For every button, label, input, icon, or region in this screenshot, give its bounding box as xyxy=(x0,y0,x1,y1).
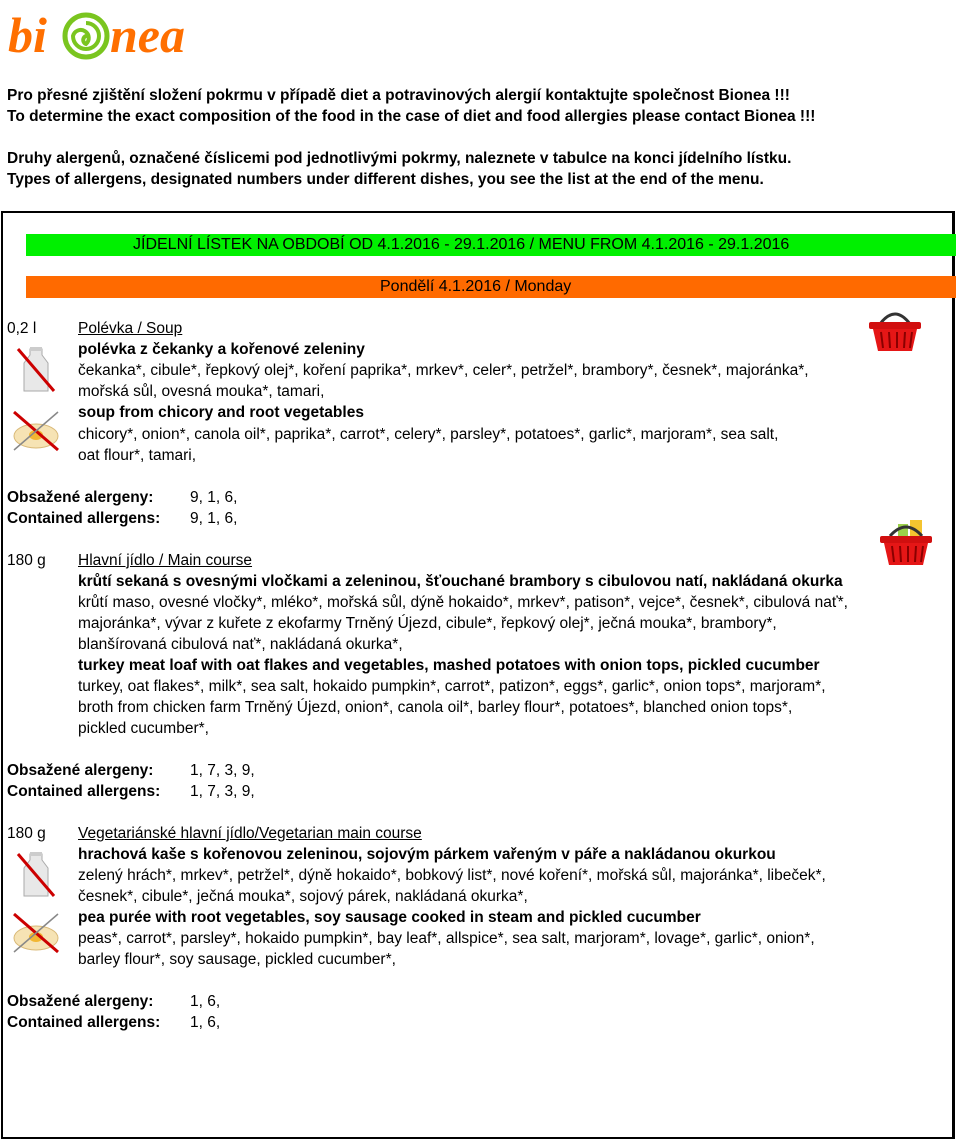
dish-ingredients-en: oat flour*, tamari, xyxy=(78,447,197,464)
dish-category: Vegetariánské hlavní jídlo/Vegetarian main course xyxy=(78,825,422,842)
no-egg-icon xyxy=(10,910,62,956)
dish-ingredients-cz: čekanka*, cibule*, řepkový olej*, koření paprika*, mrkev*, celer*, petržel*, brambory*, česnek*, majoránka*, xyxy=(78,362,809,379)
dish-ingredients-en: peas*, carrot*, parsley*, hokaido pumpkin*, bay leaf*, allspice*, sea salt, marjoram*, lovage*, garlic*, onion*, xyxy=(78,930,815,947)
dish-name-en: soup from chicory and root vegetables xyxy=(78,404,364,421)
day-bar xyxy=(26,276,956,298)
dish-name-en: turkey meat loaf with oat flakes and vegetables, mashed potatoes with onion tops, pickled cucumber xyxy=(78,657,820,674)
dish-quantity: 180 g xyxy=(7,552,46,569)
allergens-label-cz: Obsažené alergeny: xyxy=(7,762,154,779)
dish-name-en: pea purée with root vegetables, soy sausage cooked in steam and pickled cucumber xyxy=(78,909,701,926)
allergens-value: 1, 6, xyxy=(190,1014,221,1031)
svg-text:nea: nea xyxy=(110,7,185,63)
dish-category: Polévka / Soup xyxy=(78,320,183,337)
dish-ingredients-cz: zelený hrách*, mrkev*, petržel*, dýně hokaido*, bobkový list*, nové koření*, mořská sůl, majoránka*, libeček*, xyxy=(78,867,826,884)
bionea-logo-icon xyxy=(6,4,216,64)
allergens-label-en: Contained allergens: xyxy=(7,510,161,527)
no-milk-icon xyxy=(14,345,58,395)
dish-ingredients-cz: blanšírovaná cibulová nať*, nakládaná okurka*, xyxy=(78,636,403,653)
notice-line: Druhy alergenů, označené číslicemi pod jednotlivými pokrmy, naleznete v tabulce na konci jídelního lístku. xyxy=(7,150,792,167)
allergens-value: 9, 1, 6, xyxy=(190,510,238,527)
basket-icon xyxy=(876,516,936,568)
dish-name-cz: krůtí sekaná s ovesnými vločkami a zeleninou, šťouchané brambory s cibulovou natí, nakládaná okurka xyxy=(78,573,843,590)
dish-ingredients-en: broth from chicken farm Trněný Újezd, onion*, canola oil*, barley flour*, potatoes*, blanched onion tops*, xyxy=(78,699,793,716)
allergens-label-cz: Obsažené alergeny: xyxy=(7,993,154,1010)
allergens-value: 9, 1, 6, xyxy=(190,489,238,506)
dish-quantity: 180 g xyxy=(7,825,46,842)
allergens-label-cz: Obsažené alergeny: xyxy=(7,489,154,506)
svg-text:bi: bi xyxy=(8,7,47,63)
no-milk-icon xyxy=(14,850,58,900)
menu-header-title: JÍDELNÍ LÍSTEK NA OBDOBÍ OD 4.1.2016 - 29.1.2016 / MENU FROM 4.1.2016 - 29.1.2016 xyxy=(133,236,790,253)
notice-line: To determine the exact composition of the food in the case of diet and food allergies please contact Bionea !!! xyxy=(7,108,816,125)
dish-ingredients-cz: krůtí maso, ovesné vločky*, mléko*, mořská sůl, dýně hokaido*, mrkev*, patison*, vejce*, česnek*, cibulová nať*, xyxy=(78,594,848,611)
dish-ingredients-en: barley flour*, soy sausage, pickled cucumber*, xyxy=(78,951,396,968)
allergens-label-en: Contained allergens: xyxy=(7,783,161,800)
dish-ingredients-en: pickled cucumber*, xyxy=(78,720,209,737)
dish-quantity: 0,2 l xyxy=(7,320,37,337)
dish-ingredients-cz: mořská sůl, ovesná mouka*, tamari, xyxy=(78,383,325,400)
dish-name-cz: polévka z čekanky a kořenové zeleniny xyxy=(78,341,365,358)
dish-ingredients-cz: česnek*, cibule*, ječná mouka*, sojový párek, nakládaná okurka*, xyxy=(78,888,528,905)
dish-ingredients-cz: majoránka*, vývar z kuřete z ekofarmy Trněný Újezd, cibule*, řepkový olej*, ječná mouka*, brambory*, xyxy=(78,615,777,632)
dish-category: Hlavní jídlo / Main course xyxy=(78,552,253,569)
day-label: Pondělí 4.1.2016 / Monday xyxy=(380,278,572,295)
allergens-label-en: Contained allergens: xyxy=(7,1014,161,1031)
allergens-value: 1, 6, xyxy=(190,993,221,1010)
dish-ingredients-en: turkey, oat flakes*, milk*, sea salt, hokaido pumpkin*, carrot*, patizon*, eggs*, garlic*, onion tops*, marjoram*, xyxy=(78,678,826,695)
no-egg-icon xyxy=(10,408,62,454)
menu-header-bar xyxy=(26,234,956,256)
dish-ingredients-en: chicory*, onion*, canola oil*, paprika*, carrot*, celery*, parsley*, potatoes*, garlic*, marjoram*, sea salt, xyxy=(78,426,779,443)
bionea-logo xyxy=(6,4,216,64)
notice-line: Types of allergens, designated numbers under different dishes, you see the list at the end of the menu. xyxy=(7,171,764,188)
basket-icon xyxy=(866,306,924,354)
dish-name-cz: hrachová kaše s kořenovou zeleninou, sojovým párkem vařeným v páře a nakládanou okurkou xyxy=(78,846,776,863)
allergens-value: 1, 7, 3, 9, xyxy=(190,762,255,779)
allergens-value: 1, 7, 3, 9, xyxy=(190,783,255,800)
notice-line: Pro přesné zjištění složení pokrmu v případě diet a potravinových alergií kontaktujte společnost Bionea !!! xyxy=(7,87,790,104)
